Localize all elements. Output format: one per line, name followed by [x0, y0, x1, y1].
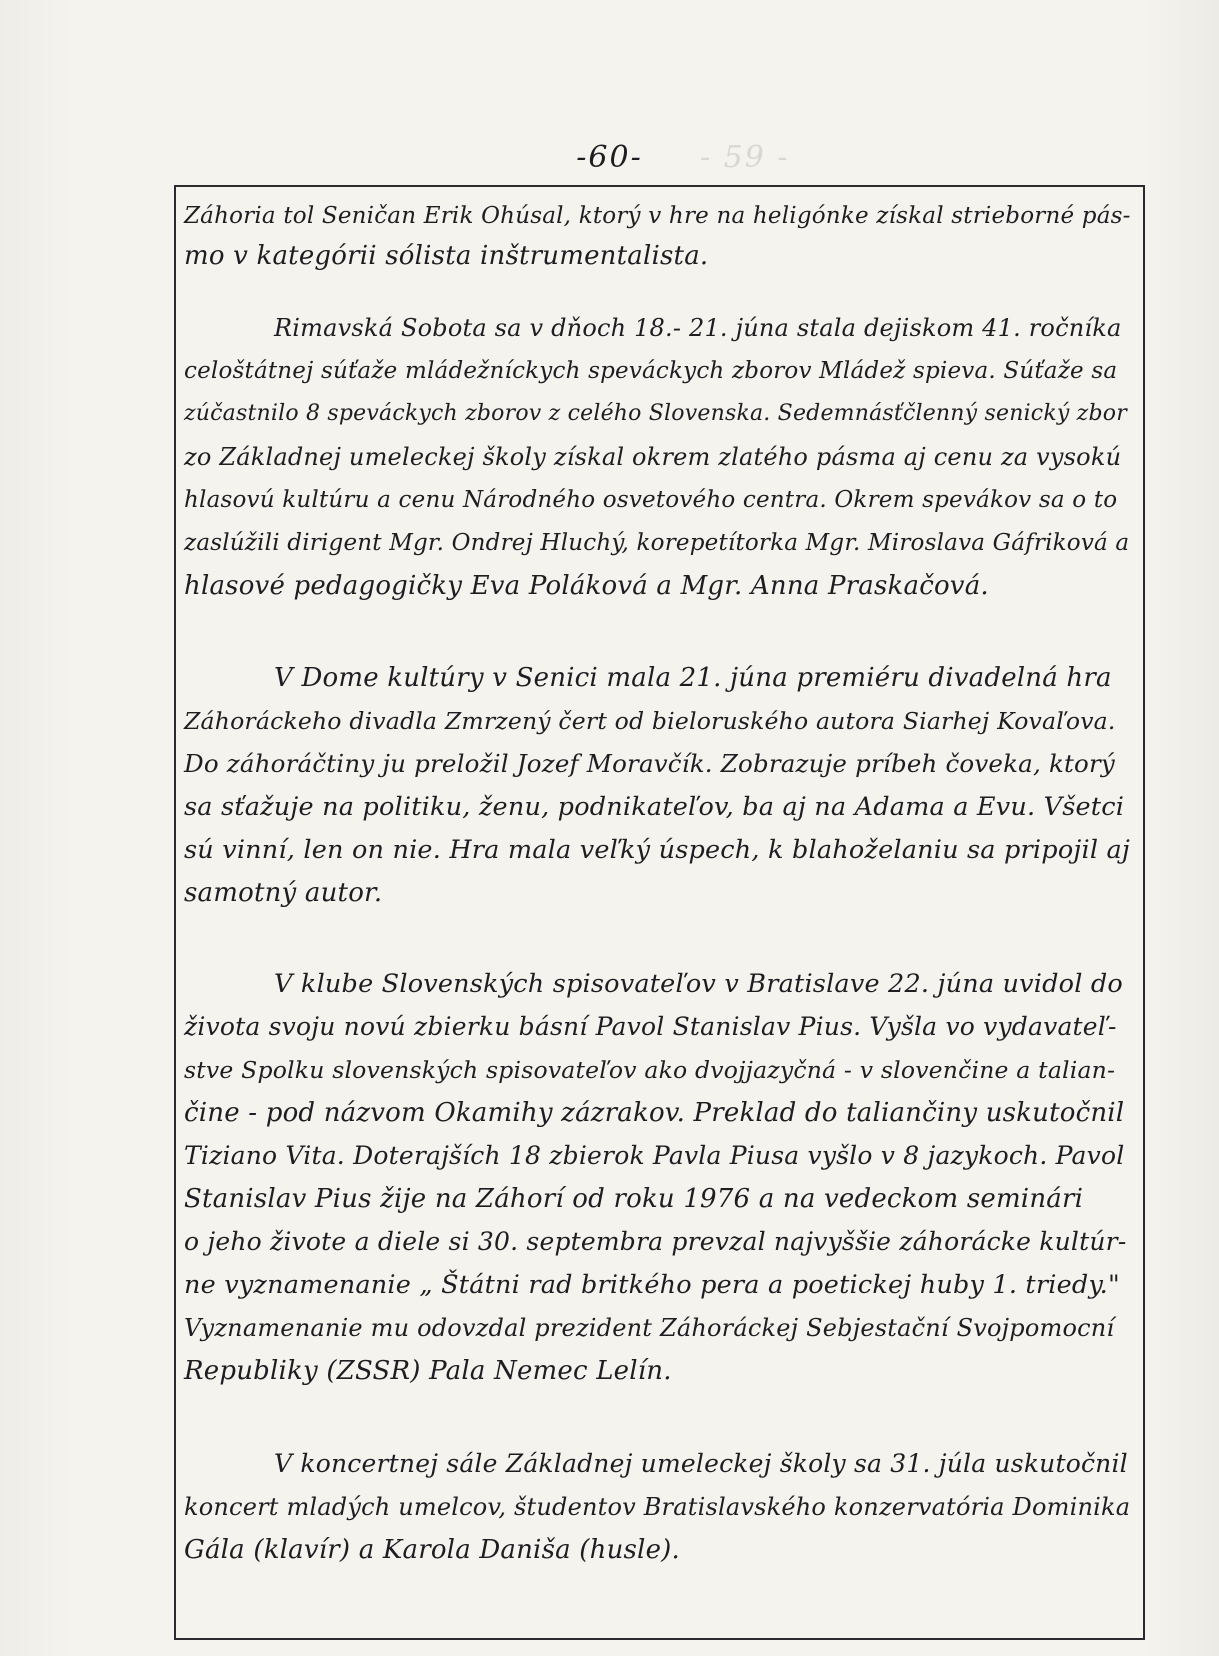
- text-line: Tiziano Vita. Doterajších 18 zbierok Pavla Piusa vyšlo v 8 jazykoch. Pavol: [184, 1141, 1125, 1170]
- text-line: V koncertnej sále Základnej umeleckej školy sa 31. júla uskutočnil: [274, 1449, 1128, 1478]
- text-line: samotný autor.: [184, 878, 383, 908]
- text-line: celoštátnej súťaže mládežníckych speváckych zborov Mládež spieva. Súťaže sa: [184, 358, 1118, 384]
- text-line: Rimavská Sobota sa v dňoch 18.- 21. júna stala dejiskom 41. ročníka: [274, 314, 1122, 342]
- text-line: sú vinní, len on nie. Hra mala veľký úspech, k blahoželaniu sa pripojil aj: [184, 835, 1130, 865]
- text-line: stve Spolku slovenských spisovateľov ako dvojjazyčná - v slovenčine a talian-: [184, 1056, 1116, 1084]
- text-line: Gála (klavír) a Karola Daniša (husle).: [184, 1535, 680, 1565]
- text-line: V Dome kultúry v Senici mala 21. júna premiéru divadelná hra: [274, 663, 1112, 693]
- text-line: zaslúžili dirigent Mgr. Ondrej Hluchý, korepetítorka Mgr. Miroslava Gáfriková a: [184, 530, 1130, 556]
- bleed-through-page-number: - 59 -: [700, 140, 790, 175]
- text-line: Záhoria tol Seničan Erik Ohúsal, ktorý v hre na heligónke získal strieborné pás-: [184, 203, 1131, 229]
- text-line: V klube Slovenských spisovateľov v Bratislave 22. júna uvidol do: [274, 969, 1123, 999]
- text-line: koncert mladých umelcov, študentov Bratislavského konzervatória Dominika: [184, 1493, 1131, 1521]
- text-line: mo v kategórii sólista inštrumentalista.: [184, 241, 709, 271]
- text-line: života svoju novú zbierku básní Pavol Stanislav Pius. Vyšla vo vydavateľ-: [184, 1012, 1117, 1041]
- text-line: ne vyznamenanie „ Štátni rad britkého pera a poetickej huby 1. triedy.": [184, 1270, 1120, 1300]
- text-line: Republiky (ZSSR) Pala Nemec Lelín.: [184, 1356, 672, 1386]
- text-line: sa sťažuje na politiku, ženu, podnikateľov, ba aj na Adama a Evu. Všetci: [184, 792, 1125, 822]
- text-line: Vyznamenanie mu odovzdal prezident Záhoráckej Sebjestační Svojpomocní: [184, 1314, 1115, 1342]
- text-line: o jeho živote a diele si 30. septembra prevzal najvyššie záhorácke kultúr-: [184, 1227, 1127, 1256]
- page-number: -60-: [576, 140, 643, 175]
- text-line: Záhoráckeho divadla Zmrzený čert od bieloruského autora Siarhej Kovaľova.: [184, 707, 1116, 735]
- text-line: čine - pod názvom Okamihy zázrakov. Preklad do taliančiny uskutočnil: [184, 1098, 1125, 1128]
- text-line: zúčastnilo 8 speváckych zborov z celého Slovenska. Sedemnásťčlenný senický zbor: [184, 401, 1127, 426]
- text-line: hlasovú kultúru a cenu Národného osvetového centra. Okrem spevákov sa o to: [184, 487, 1118, 513]
- text-line: zo Základnej umeleckej školy získal okrem zlatého pásma aj cenu za vysokú: [184, 443, 1122, 471]
- text-line: Do záhoráčtiny ju preložil Jozef Moravčík. Zobrazuje príbeh čoveka, ktorý: [184, 749, 1115, 778]
- text-line: hlasové pedagogičky Eva Poláková a Mgr. Anna Praskačová.: [184, 571, 989, 601]
- text-line: Stanislav Pius žije na Záhorí od roku 1976 a na vedeckom seminári: [184, 1184, 1084, 1214]
